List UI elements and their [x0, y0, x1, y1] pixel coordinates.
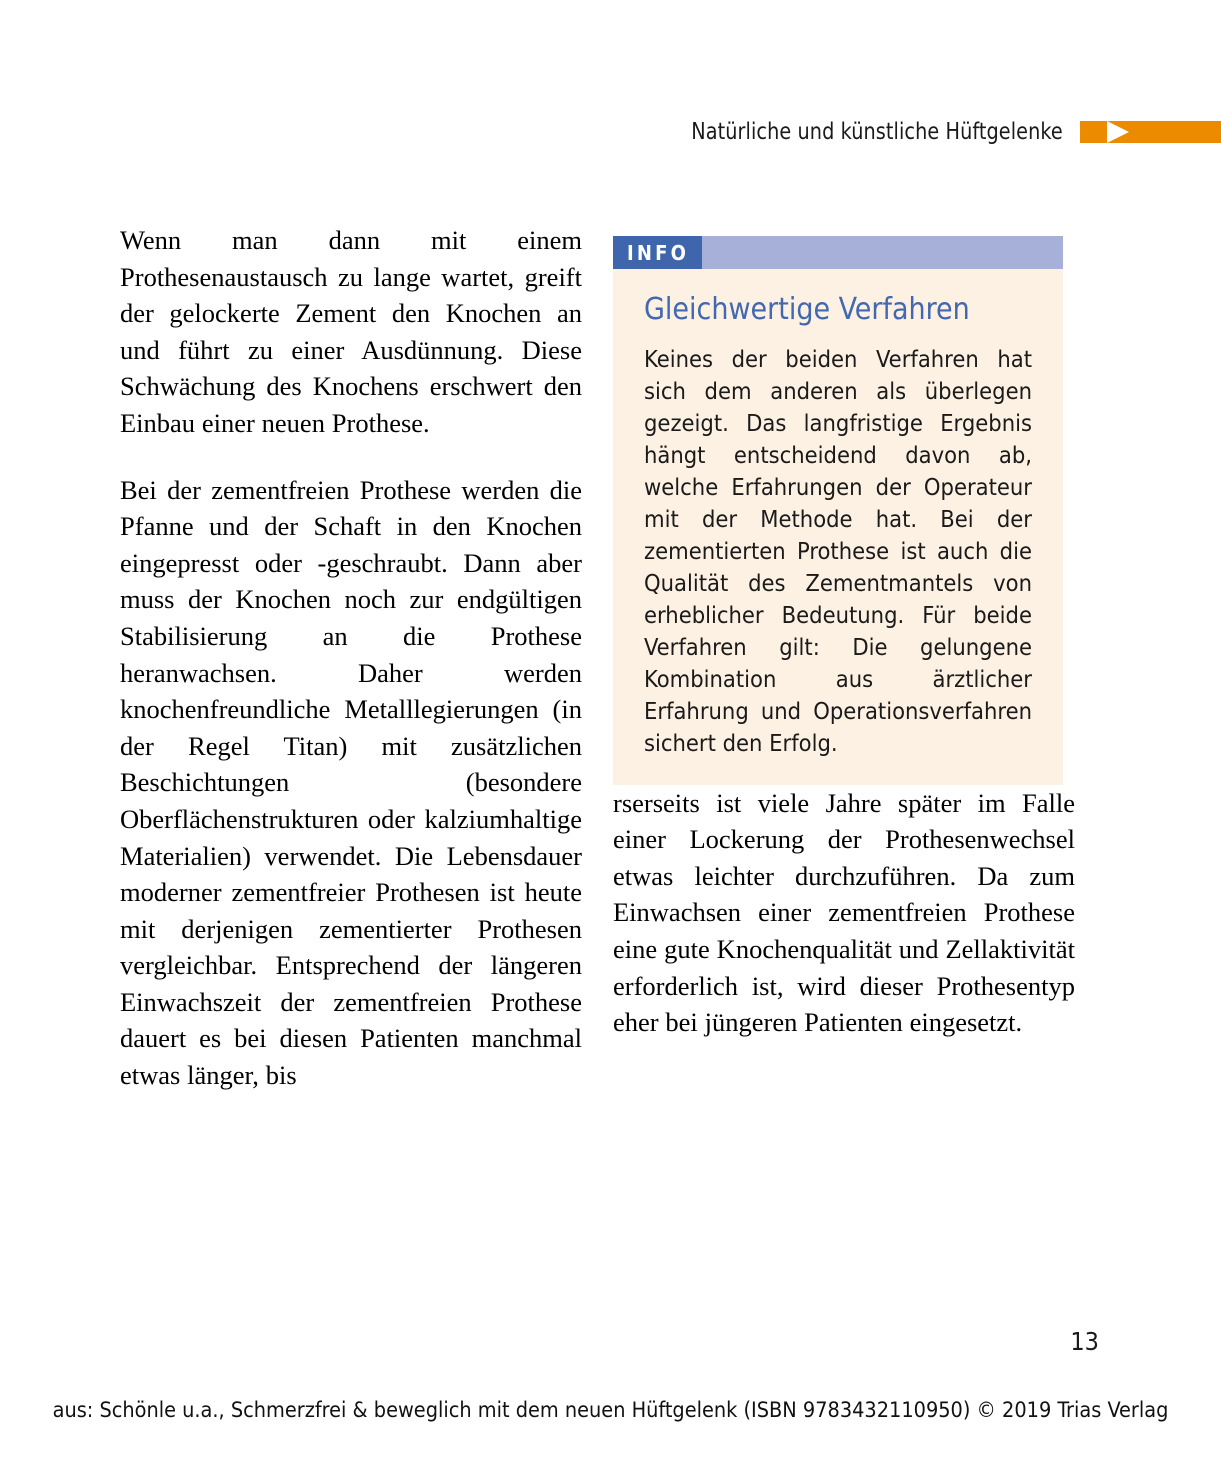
- paragraph: Bei der zementfreien Prothese werden die Pfanne und der Schaft in den Knochen eingepresst oder -geschraubt. Dann aber muss der Knochen noch zur endgültigen Stabilisierung an die Prothese heranwachsen. Daher werden knochenfreundliche Metalllegierungen (in der Regel Titan) mit zusätzlichen Beschichtungen (besondere Oberflächenstrukturen oder kalziumhaltige Materialien) verwendet. Die Lebensdauer moderner zementfreier Prothesen ist heute mit derjenigen zementierter Prothesen vergleichbar. Entsprechend der längeren Einwachszeit der zementfreien Prothese dauert es bei diesen Patienten manchmal etwas länger, bis: [120, 474, 582, 1091]
- info-badge: INFO: [613, 236, 702, 269]
- page-number: 13: [1070, 1327, 1099, 1356]
- info-box-header: [613, 236, 1063, 269]
- info-box-title: Gleichwertige Verfahren: [644, 292, 970, 327]
- left-text-column: [120, 222, 582, 1094]
- source-credit: aus: Schönle u.a., Schmerzfrei & beweglich mit dem neuen Hüftgelenk (ISBN 9783432110950) © 2019 Trias Verlag: [52, 1398, 1169, 1423]
- triangle-right-icon: [1107, 121, 1129, 143]
- right-text-column: [613, 236, 1075, 1041]
- paragraph: Wenn man dann mit einem Prothesenaustausch zu lange wartet, greift der gelockerte Zement den Knochen an und führt zu einer Ausdünnung. Diese Schwächung des Knochens erschwert den Einbau einer neuen Prothese.: [120, 225, 582, 438]
- info-box: [613, 236, 1063, 785]
- running-head-title: Natürliche und künstliche Hüftgelenke: [691, 119, 1064, 145]
- info-header-fill: [702, 236, 734, 269]
- paragraph: rserseits ist viele Jahre später im Falle einer Lockerung der Prothesenwechsel etwas leichter durchzuführen. Da zum Einwachsen einer zementfreien Prothese eine gute Knochenqualität und Zellaktivität erforderlich ist, wird dieser Prothesentyp eher bei jüngeren Patienten eingesetzt.: [613, 787, 1075, 1038]
- running-head-orange-bar: [1080, 121, 1221, 143]
- running-head: [120, 112, 1221, 152]
- info-box-body: Keines der beiden Verfahren hat sich dem anderen als überlegen gezeigt. Das langfristige Ergebnis hängt entscheidend davon ab, welche Erfahrungen der Operateur mit der Methode hat. Bei der zementierten Prothese ist auch die Qualität des Zementmantels von erheblicher Bedeutung. Für beide Verfahren gilt: Die gelungene Kombination aus ärztlicher Erfahrung und Operationsverfahren sichert den Erfolg.: [644, 344, 1032, 757]
